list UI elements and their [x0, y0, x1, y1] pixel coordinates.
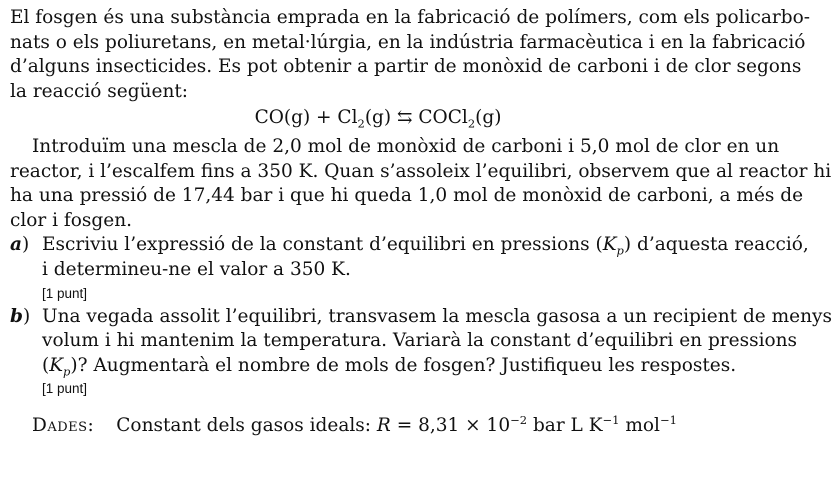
chemical-reaction: [10, 106, 746, 131]
intro-line: nats o els poliuretans, en metal·lúrgia, en la indústria farmacèutica i en la fabricació: [10, 31, 806, 53]
context-line: ha una pressió de 17,44 bar i que hi queda 1,0 mol de monòxid de carboni, a més de: [10, 185, 804, 207]
question-a-text: [42, 233, 809, 282]
question-a-paren: ): [22, 234, 30, 256]
reaction-cl-subscript: 2: [357, 117, 365, 132]
question-a-k-sub: p: [616, 244, 624, 259]
question-b-line1: Una vegada assolit l’equilibri, transvasem la mescla gasosa a un recipient de menys: [42, 305, 832, 327]
intro-line: la reacció següent:: [10, 80, 189, 102]
question-a-label: [10, 233, 29, 258]
question-b-line3-pre: (: [42, 354, 50, 376]
reaction-cocl-subscript: 2: [467, 117, 476, 132]
question-b-line3: [42, 354, 746, 379]
context-line: clor i fosgen.: [10, 209, 133, 231]
question-b-line2: volum i hi mantenim la temperatura. Variarà la constant d’equilibri en pressions: [42, 330, 798, 352]
exercise: [10, 6, 832, 439]
reaction-end: (g): [475, 107, 502, 129]
data-label: Dades:: [32, 415, 95, 437]
question-a-line1: [42, 233, 809, 259]
gas-constant-symbol: R: [376, 415, 391, 437]
reaction-left: CO(g) + Cl: [254, 107, 358, 129]
question-a-letter: a: [10, 234, 22, 256]
context-paragraph: [10, 135, 832, 233]
question-b-line3-post: )? Augmentarà el nombre de mols de fosgen? Justifiqueu les respostes.: [70, 354, 737, 376]
question-b-paren: ): [22, 305, 31, 327]
data-text-mol: mol: [619, 415, 660, 437]
question-a-line1-post: ) d’aquesta reacció,: [623, 234, 809, 256]
question-a-line1-pre: Escriviu l’expressió de la constant d’equilibri en pressions (: [42, 234, 603, 256]
reaction-middle: (g): [364, 107, 392, 129]
intro-line: d’alguns insecticides. Es pot obtenir a partir de monòxid de carboni i de clor segons: [10, 56, 802, 78]
equilibrium-arrow-icon: ⇆: [397, 107, 413, 129]
data-section: [10, 414, 746, 439]
question-a-points: [1 punt]: [42, 285, 88, 301]
question-b-k-sub: p: [63, 364, 71, 379]
question-b-letter: b: [10, 305, 23, 327]
data-exp1: −2: [510, 413, 528, 428]
context-line: Introduïm una mescla de 2,0 mol de monòxid de carboni i 5,0 mol de clor en un: [32, 135, 780, 157]
question-b-text: [42, 305, 832, 379]
question-a-line2: i determineu-ne el valor a 350 K.: [42, 258, 351, 280]
intro-paragraph: [10, 6, 810, 104]
intro-line: El fosgen és una substància emprada en la fabricació de polímers, com els policarbo-: [10, 7, 810, 28]
question-b-points: [1 punt]: [42, 381, 88, 397]
question-b: [10, 305, 832, 379]
reaction-right: COCl: [418, 107, 468, 129]
data-exp2: −1: [602, 413, 620, 428]
data-exp3: −1: [659, 413, 677, 428]
data-text-pre: Constant dels gasos ideals:: [116, 415, 377, 437]
question-a-k: K: [602, 234, 617, 256]
data-text-unit: bar L K: [527, 415, 603, 437]
context-line: reactor, i l’escalfem fins a 350 K. Quan s’assoleix l’equilibri, observem que al reactor hi: [10, 160, 832, 182]
question-b-k: K: [49, 354, 64, 376]
question-b-label: [10, 305, 30, 330]
question-a: [10, 233, 809, 282]
data-text-mid: = 8,31 × 10: [390, 415, 511, 437]
